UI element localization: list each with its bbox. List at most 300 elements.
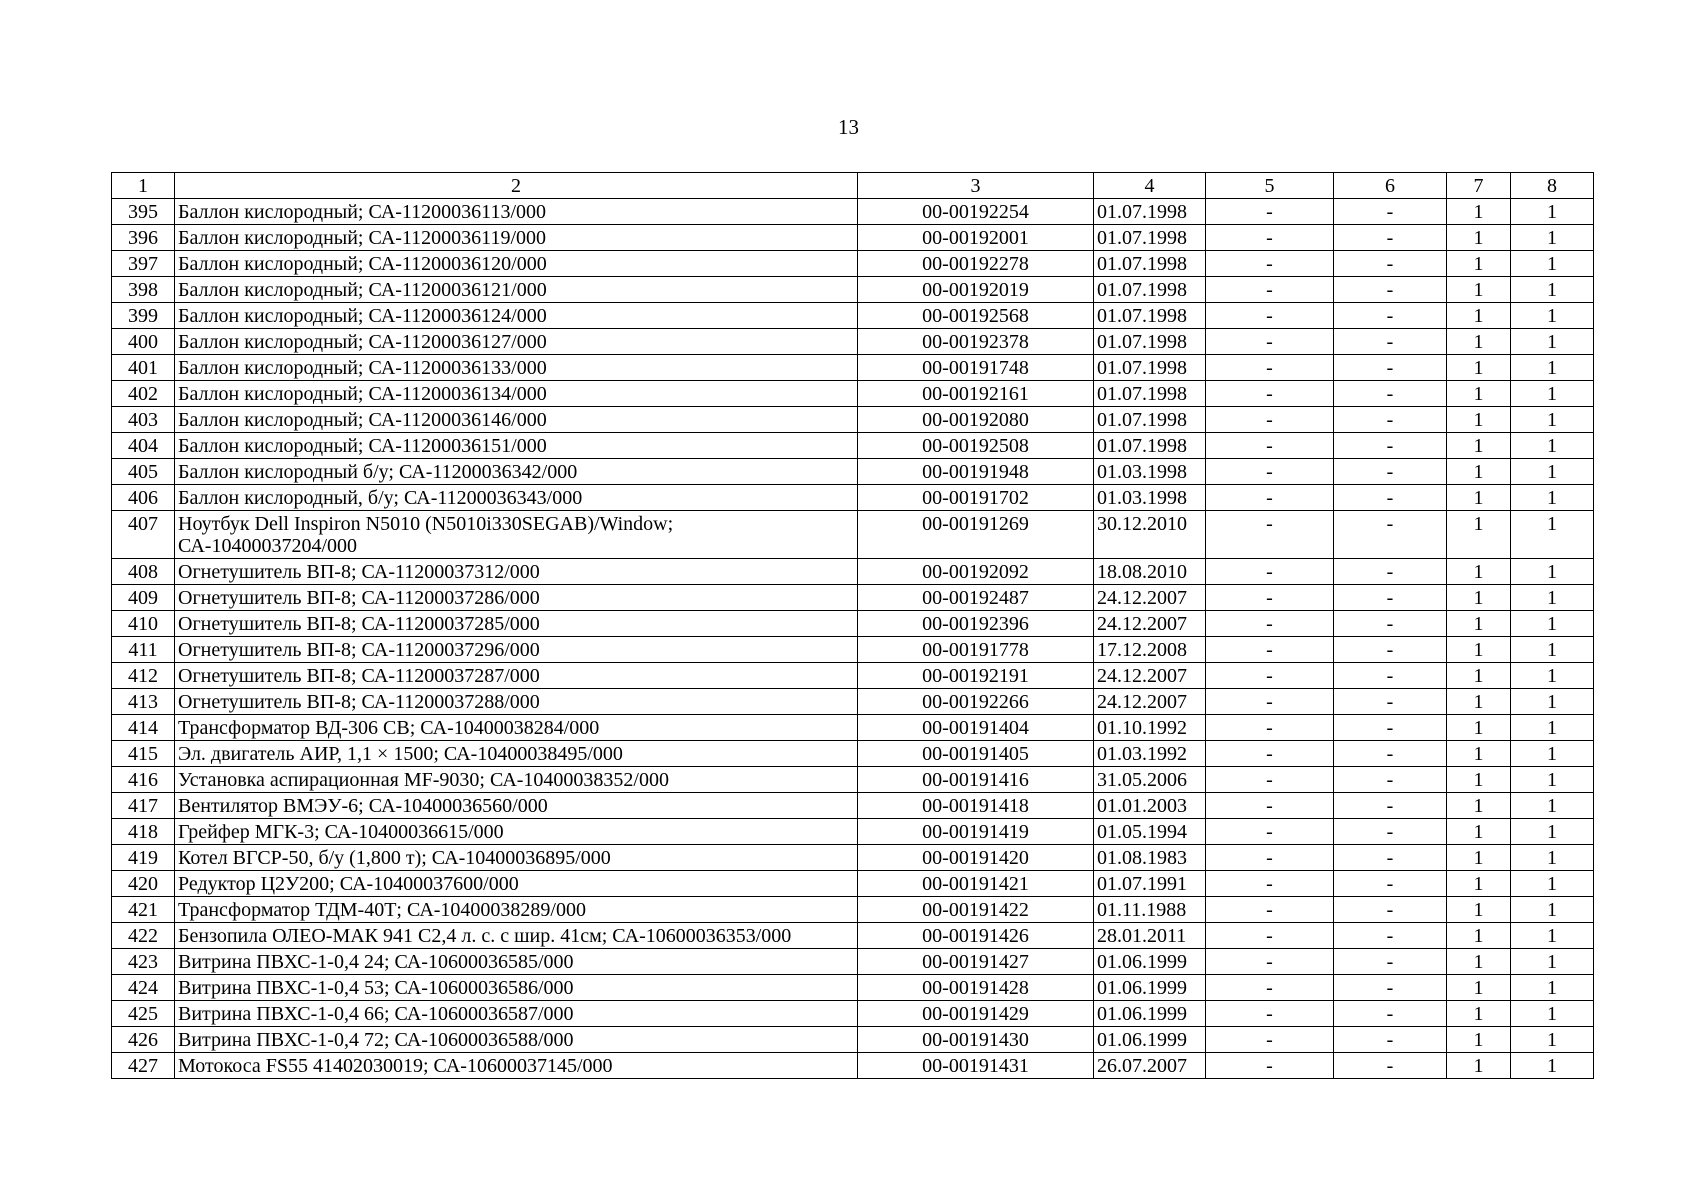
cell-col-7: 1 [1447, 1053, 1511, 1079]
cell-date: 31.05.2006 [1094, 767, 1206, 793]
cell-col-5: - [1206, 845, 1334, 871]
header-cell-2: 2 [175, 173, 858, 199]
table-row [112, 511, 1594, 559]
cell-date: 01.01.2003 [1094, 793, 1206, 819]
cell-col-6: - [1334, 303, 1447, 329]
table-row [112, 433, 1594, 459]
cell-row-number: 417 [112, 793, 175, 819]
cell-col-8: 1 [1511, 277, 1594, 303]
cell-row-number: 426 [112, 1027, 175, 1053]
cell-col-7: 1 [1447, 559, 1511, 585]
cell-col-5: - [1206, 355, 1334, 381]
cell-row-number: 421 [112, 897, 175, 923]
cell-col-6: - [1334, 585, 1447, 611]
cell-col-7: 1 [1447, 225, 1511, 251]
cell-col-6: - [1334, 975, 1447, 1001]
cell-col-8: 1 [1511, 381, 1594, 407]
inventory-table [111, 172, 1594, 1079]
cell-inventory-number: 00-00192001 [858, 225, 1094, 251]
header-row [112, 173, 1594, 199]
cell-item-name: Баллон кислородный; СА-11200036121/000 [175, 277, 858, 303]
cell-item-name: Редуктор Ц2У200; СА-10400037600/000 [175, 871, 858, 897]
cell-date: 24.12.2007 [1094, 585, 1206, 611]
cell-inventory-number: 00-00191404 [858, 715, 1094, 741]
cell-col-6: - [1334, 511, 1447, 559]
cell-item-name: Баллон кислородный б/у; СА-11200036342/000 [175, 459, 858, 485]
cell-item-name: Грейфер МГК-3; СА-10400036615/000 [175, 819, 858, 845]
cell-row-number: 420 [112, 871, 175, 897]
table-row [112, 381, 1594, 407]
cell-col-7: 1 [1447, 975, 1511, 1001]
cell-row-number: 412 [112, 663, 175, 689]
cell-col-8: 1 [1511, 689, 1594, 715]
cell-item-name: Витрина ПВХС-1-0,4 66; СА-10600036587/000 [175, 1001, 858, 1027]
cell-date: 01.03.1992 [1094, 741, 1206, 767]
cell-inventory-number: 00-00192568 [858, 303, 1094, 329]
cell-col-8: 1 [1511, 485, 1594, 511]
cell-col-5: - [1206, 1001, 1334, 1027]
cell-col-6: - [1334, 559, 1447, 585]
cell-col-7: 1 [1447, 381, 1511, 407]
cell-date: 01.07.1998 [1094, 381, 1206, 407]
cell-item-name: Витрина ПВХС-1-0,4 24; СА-10600036585/000 [175, 949, 858, 975]
cell-inventory-number: 00-00191269 [858, 511, 1094, 559]
cell-inventory-number: 00-00191416 [858, 767, 1094, 793]
cell-col-5: - [1206, 459, 1334, 485]
cell-inventory-number: 00-00192378 [858, 329, 1094, 355]
cell-col-7: 1 [1447, 485, 1511, 511]
cell-col-5: - [1206, 871, 1334, 897]
cell-item-name: Витрина ПВХС-1-0,4 72; СА-10600036588/000 [175, 1027, 858, 1053]
cell-date: 01.03.1998 [1094, 459, 1206, 485]
cell-col-8: 1 [1511, 251, 1594, 277]
cell-col-7: 1 [1447, 715, 1511, 741]
cell-col-5: - [1206, 975, 1334, 1001]
cell-col-6: - [1334, 715, 1447, 741]
cell-item-name: Баллон кислородный; СА-11200036120/000 [175, 251, 858, 277]
cell-col-7: 1 [1447, 277, 1511, 303]
page-number: 13 [838, 115, 859, 139]
cell-col-8: 1 [1511, 459, 1594, 485]
cell-col-8: 1 [1511, 329, 1594, 355]
cell-col-8: 1 [1511, 1027, 1594, 1053]
cell-row-number: 396 [112, 225, 175, 251]
cell-row-number: 413 [112, 689, 175, 715]
cell-col-7: 1 [1447, 923, 1511, 949]
table-row [112, 715, 1594, 741]
cell-item-name: Установка аспирационная MF-9030; СА-10400038352/000 [175, 767, 858, 793]
cell-inventory-number: 00-00192278 [858, 251, 1094, 277]
header-cell-6: 6 [1334, 173, 1447, 199]
cell-col-6: - [1334, 433, 1447, 459]
cell-col-5: - [1206, 407, 1334, 433]
cell-col-8: 1 [1511, 511, 1594, 559]
cell-col-8: 1 [1511, 871, 1594, 897]
cell-col-8: 1 [1511, 611, 1594, 637]
cell-inventory-number: 00-00192161 [858, 381, 1094, 407]
cell-inventory-number: 00-00192487 [858, 585, 1094, 611]
cell-col-6: - [1334, 1027, 1447, 1053]
cell-col-6: - [1334, 459, 1447, 485]
cell-col-6: - [1334, 689, 1447, 715]
cell-date: 01.07.1998 [1094, 225, 1206, 251]
cell-item-name: Баллон кислородный; СА-11200036146/000 [175, 407, 858, 433]
cell-item-name: Огнетушитель ВП-8; СА-11200037287/000 [175, 663, 858, 689]
table-row [112, 585, 1594, 611]
cell-row-number: 416 [112, 767, 175, 793]
cell-col-8: 1 [1511, 741, 1594, 767]
cell-inventory-number: 00-00191430 [858, 1027, 1094, 1053]
cell-col-5: - [1206, 793, 1334, 819]
cell-col-7: 1 [1447, 663, 1511, 689]
table-row [112, 303, 1594, 329]
cell-col-8: 1 [1511, 819, 1594, 845]
cell-inventory-number: 00-00191405 [858, 741, 1094, 767]
cell-col-6: - [1334, 381, 1447, 407]
cell-item-name: Котел ВГСР-50, б/у (1,800 т); СА-10400036895/000 [175, 845, 858, 871]
cell-row-number: 427 [112, 1053, 175, 1079]
cell-col-6: - [1334, 1001, 1447, 1027]
table-row [112, 459, 1594, 485]
cell-col-8: 1 [1511, 1053, 1594, 1079]
cell-col-5: - [1206, 923, 1334, 949]
table-row [112, 975, 1594, 1001]
cell-col-6: - [1334, 767, 1447, 793]
cell-row-number: 395 [112, 199, 175, 225]
cell-row-number: 424 [112, 975, 175, 1001]
cell-col-7: 1 [1447, 611, 1511, 637]
cell-item-name: Мотокоса FS55 41402030019; СА-10600037145/000 [175, 1053, 858, 1079]
cell-item-name: Баллон кислородный; СА-11200036127/000 [175, 329, 858, 355]
cell-col-7: 1 [1447, 871, 1511, 897]
cell-inventory-number: 00-00192019 [858, 277, 1094, 303]
header-cell-4: 4 [1094, 173, 1206, 199]
table-row [112, 949, 1594, 975]
cell-date: 01.05.1994 [1094, 819, 1206, 845]
cell-col-5: - [1206, 949, 1334, 975]
cell-date: 17.12.2008 [1094, 637, 1206, 663]
table-row [112, 485, 1594, 511]
cell-col-6: - [1334, 1053, 1447, 1079]
cell-col-6: - [1334, 663, 1447, 689]
cell-col-6: - [1334, 407, 1447, 433]
cell-col-7: 1 [1447, 251, 1511, 277]
cell-col-5: - [1206, 485, 1334, 511]
cell-col-6: - [1334, 225, 1447, 251]
cell-col-6: - [1334, 923, 1447, 949]
cell-item-name: Эл. двигатель АИР, 1,1 × 1500; СА-10400038495/000 [175, 741, 858, 767]
cell-inventory-number: 00-00191422 [858, 897, 1094, 923]
cell-row-number: 406 [112, 485, 175, 511]
table-row [112, 871, 1594, 897]
cell-col-5: - [1206, 433, 1334, 459]
cell-col-5: - [1206, 381, 1334, 407]
cell-date: 30.12.2010 [1094, 511, 1206, 559]
table-row [112, 355, 1594, 381]
cell-date: 01.03.1998 [1094, 485, 1206, 511]
cell-col-6: - [1334, 277, 1447, 303]
cell-item-name: Вентилятор ВМЭУ-6; СА-10400036560/000 [175, 793, 858, 819]
header-cell-5: 5 [1206, 173, 1334, 199]
cell-col-8: 1 [1511, 637, 1594, 663]
cell-row-number: 404 [112, 433, 175, 459]
cell-item-name: Огнетушитель ВП-8; СА-11200037288/000 [175, 689, 858, 715]
cell-date: 01.06.1999 [1094, 1001, 1206, 1027]
table-row [112, 225, 1594, 251]
cell-item-name: Баллон кислородный; СА-11200036134/000 [175, 381, 858, 407]
cell-col-5: - [1206, 741, 1334, 767]
cell-col-7: 1 [1447, 407, 1511, 433]
table-row [112, 611, 1594, 637]
cell-row-number: 403 [112, 407, 175, 433]
cell-col-8: 1 [1511, 225, 1594, 251]
header-cell-3: 3 [858, 173, 1094, 199]
cell-item-name: Ноутбук Dell Inspiron N5010 (N5010i330SEGAB)/Window; СА-10400037204/000 [175, 511, 858, 559]
table-row [112, 793, 1594, 819]
cell-date: 01.08.1983 [1094, 845, 1206, 871]
cell-col-5: - [1206, 559, 1334, 585]
cell-item-name: Трансформатор ТДМ-40Т; СА-10400038289/000 [175, 897, 858, 923]
cell-date: 01.06.1999 [1094, 1027, 1206, 1053]
cell-col-6: - [1334, 949, 1447, 975]
table-row [112, 689, 1594, 715]
cell-col-5: - [1206, 897, 1334, 923]
cell-col-6: - [1334, 871, 1447, 897]
cell-inventory-number: 00-00191427 [858, 949, 1094, 975]
cell-row-number: 423 [112, 949, 175, 975]
cell-col-8: 1 [1511, 585, 1594, 611]
cell-col-5: - [1206, 303, 1334, 329]
cell-col-5: - [1206, 663, 1334, 689]
cell-col-7: 1 [1447, 329, 1511, 355]
table-row [112, 637, 1594, 663]
cell-col-7: 1 [1447, 793, 1511, 819]
cell-col-7: 1 [1447, 637, 1511, 663]
cell-date: 01.07.1998 [1094, 407, 1206, 433]
table-row [112, 897, 1594, 923]
cell-row-number: 407 [112, 511, 175, 559]
table-row [112, 407, 1594, 433]
cell-col-7: 1 [1447, 1001, 1511, 1027]
cell-date: 26.07.2007 [1094, 1053, 1206, 1079]
table-row [112, 199, 1594, 225]
cell-row-number: 425 [112, 1001, 175, 1027]
header-cell-7: 7 [1447, 173, 1511, 199]
table-row [112, 923, 1594, 949]
cell-date: 01.11.1988 [1094, 897, 1206, 923]
cell-col-5: - [1206, 611, 1334, 637]
cell-col-7: 1 [1447, 511, 1511, 559]
cell-col-8: 1 [1511, 767, 1594, 793]
cell-col-7: 1 [1447, 303, 1511, 329]
cell-col-7: 1 [1447, 897, 1511, 923]
cell-inventory-number: 00-00191748 [858, 355, 1094, 381]
cell-date: 24.12.2007 [1094, 663, 1206, 689]
cell-col-5: - [1206, 689, 1334, 715]
cell-row-number: 414 [112, 715, 175, 741]
cell-col-6: - [1334, 793, 1447, 819]
cell-col-6: - [1334, 329, 1447, 355]
cell-col-8: 1 [1511, 407, 1594, 433]
cell-row-number: 401 [112, 355, 175, 381]
table-body [112, 199, 1594, 1079]
cell-col-6: - [1334, 819, 1447, 845]
cell-col-8: 1 [1511, 975, 1594, 1001]
cell-col-8: 1 [1511, 663, 1594, 689]
cell-item-name: Огнетушитель ВП-8; СА-11200037286/000 [175, 585, 858, 611]
cell-item-name: Витрина ПВХС-1-0,4 53; СА-10600036586/000 [175, 975, 858, 1001]
cell-date: 01.10.1992 [1094, 715, 1206, 741]
cell-date: 24.12.2007 [1094, 689, 1206, 715]
table-row [112, 1053, 1594, 1079]
table-row [112, 741, 1594, 767]
table-row [112, 559, 1594, 585]
cell-row-number: 410 [112, 611, 175, 637]
cell-col-8: 1 [1511, 559, 1594, 585]
cell-col-8: 1 [1511, 1001, 1594, 1027]
cell-date: 01.07.1991 [1094, 871, 1206, 897]
cell-inventory-number: 00-00192191 [858, 663, 1094, 689]
cell-col-5: - [1206, 585, 1334, 611]
cell-col-5: - [1206, 329, 1334, 355]
cell-inventory-number: 00-00191420 [858, 845, 1094, 871]
cell-date: 28.01.2011 [1094, 923, 1206, 949]
cell-date: 01.06.1999 [1094, 975, 1206, 1001]
cell-col-6: - [1334, 199, 1447, 225]
cell-col-7: 1 [1447, 585, 1511, 611]
cell-col-7: 1 [1447, 845, 1511, 871]
cell-item-name: Баллон кислородный; СА-11200036151/000 [175, 433, 858, 459]
cell-date: 01.07.1998 [1094, 251, 1206, 277]
cell-date: 24.12.2007 [1094, 611, 1206, 637]
cell-row-number: 409 [112, 585, 175, 611]
cell-col-6: - [1334, 251, 1447, 277]
cell-inventory-number: 00-00191418 [858, 793, 1094, 819]
cell-row-number: 402 [112, 381, 175, 407]
cell-inventory-number: 00-00192266 [858, 689, 1094, 715]
cell-row-number: 398 [112, 277, 175, 303]
cell-col-7: 1 [1447, 741, 1511, 767]
cell-row-number: 405 [112, 459, 175, 485]
cell-date: 18.08.2010 [1094, 559, 1206, 585]
cell-col-6: - [1334, 897, 1447, 923]
cell-col-8: 1 [1511, 897, 1594, 923]
cell-col-5: - [1206, 199, 1334, 225]
cell-col-8: 1 [1511, 845, 1594, 871]
cell-col-8: 1 [1511, 715, 1594, 741]
cell-inventory-number: 00-00191431 [858, 1053, 1094, 1079]
table-row [112, 663, 1594, 689]
cell-item-name: Огнетушитель ВП-8; СА-11200037296/000 [175, 637, 858, 663]
cell-inventory-number: 00-00191778 [858, 637, 1094, 663]
cell-inventory-number: 00-00192254 [858, 199, 1094, 225]
cell-col-8: 1 [1511, 199, 1594, 225]
cell-col-6: - [1334, 741, 1447, 767]
cell-date: 01.07.1998 [1094, 303, 1206, 329]
cell-col-7: 1 [1447, 819, 1511, 845]
cell-item-name: Баллон кислородный; СА-11200036119/000 [175, 225, 858, 251]
table-row [112, 819, 1594, 845]
cell-date: 01.06.1999 [1094, 949, 1206, 975]
table-row [112, 277, 1594, 303]
cell-col-7: 1 [1447, 355, 1511, 381]
cell-inventory-number: 00-00191948 [858, 459, 1094, 485]
cell-row-number: 400 [112, 329, 175, 355]
cell-col-8: 1 [1511, 793, 1594, 819]
cell-inventory-number: 00-00191426 [858, 923, 1094, 949]
cell-col-8: 1 [1511, 355, 1594, 381]
cell-col-8: 1 [1511, 303, 1594, 329]
table-row [112, 845, 1594, 871]
cell-col-7: 1 [1447, 689, 1511, 715]
cell-col-6: - [1334, 845, 1447, 871]
cell-col-6: - [1334, 355, 1447, 381]
table-row [112, 1027, 1594, 1053]
header-cell-1: 1 [112, 173, 175, 199]
cell-col-6: - [1334, 485, 1447, 511]
cell-item-name: Баллон кислородный, б/у; СА-11200036343/000 [175, 485, 858, 511]
cell-col-5: - [1206, 225, 1334, 251]
cell-col-7: 1 [1447, 949, 1511, 975]
table-row [112, 329, 1594, 355]
header-cell-8: 8 [1511, 173, 1594, 199]
cell-col-5: - [1206, 251, 1334, 277]
cell-col-7: 1 [1447, 1027, 1511, 1053]
cell-date: 01.07.1998 [1094, 433, 1206, 459]
cell-item-name: Баллон кислородный; СА-11200036133/000 [175, 355, 858, 381]
cell-col-6: - [1334, 611, 1447, 637]
cell-col-6: - [1334, 637, 1447, 663]
cell-date: 01.07.1998 [1094, 329, 1206, 355]
cell-inventory-number: 00-00191429 [858, 1001, 1094, 1027]
cell-inventory-number: 00-00191428 [858, 975, 1094, 1001]
cell-col-8: 1 [1511, 433, 1594, 459]
cell-row-number: 397 [112, 251, 175, 277]
cell-col-5: - [1206, 715, 1334, 741]
table-row [112, 251, 1594, 277]
cell-col-7: 1 [1447, 433, 1511, 459]
cell-row-number: 408 [112, 559, 175, 585]
cell-row-number: 419 [112, 845, 175, 871]
cell-row-number: 411 [112, 637, 175, 663]
cell-row-number: 418 [112, 819, 175, 845]
cell-row-number: 399 [112, 303, 175, 329]
table-row [112, 767, 1594, 793]
cell-item-name: Огнетушитель ВП-8; СА-11200037285/000 [175, 611, 858, 637]
cell-col-5: - [1206, 767, 1334, 793]
cell-item-name: Баллон кислородный; СА-11200036113/000 [175, 199, 858, 225]
cell-item-name: Бензопила ОЛЕО-МАК 941 С2,4 л. с. с шир. 41см; СА-10600036353/000 [175, 923, 858, 949]
table-row [112, 1001, 1594, 1027]
cell-col-7: 1 [1447, 459, 1511, 485]
cell-row-number: 415 [112, 741, 175, 767]
cell-col-5: - [1206, 637, 1334, 663]
cell-item-name: Трансформатор ВД-306 СВ; СА-10400038284/000 [175, 715, 858, 741]
cell-date: 01.07.1998 [1094, 355, 1206, 381]
cell-col-7: 1 [1447, 199, 1511, 225]
cell-inventory-number: 00-00191419 [858, 819, 1094, 845]
cell-col-5: - [1206, 1027, 1334, 1053]
cell-inventory-number: 00-00192508 [858, 433, 1094, 459]
cell-inventory-number: 00-00191702 [858, 485, 1094, 511]
cell-col-5: - [1206, 819, 1334, 845]
cell-col-5: - [1206, 1053, 1334, 1079]
cell-col-7: 1 [1447, 767, 1511, 793]
cell-inventory-number: 00-00192396 [858, 611, 1094, 637]
cell-date: 01.07.1998 [1094, 277, 1206, 303]
cell-col-5: - [1206, 277, 1334, 303]
cell-col-8: 1 [1511, 949, 1594, 975]
